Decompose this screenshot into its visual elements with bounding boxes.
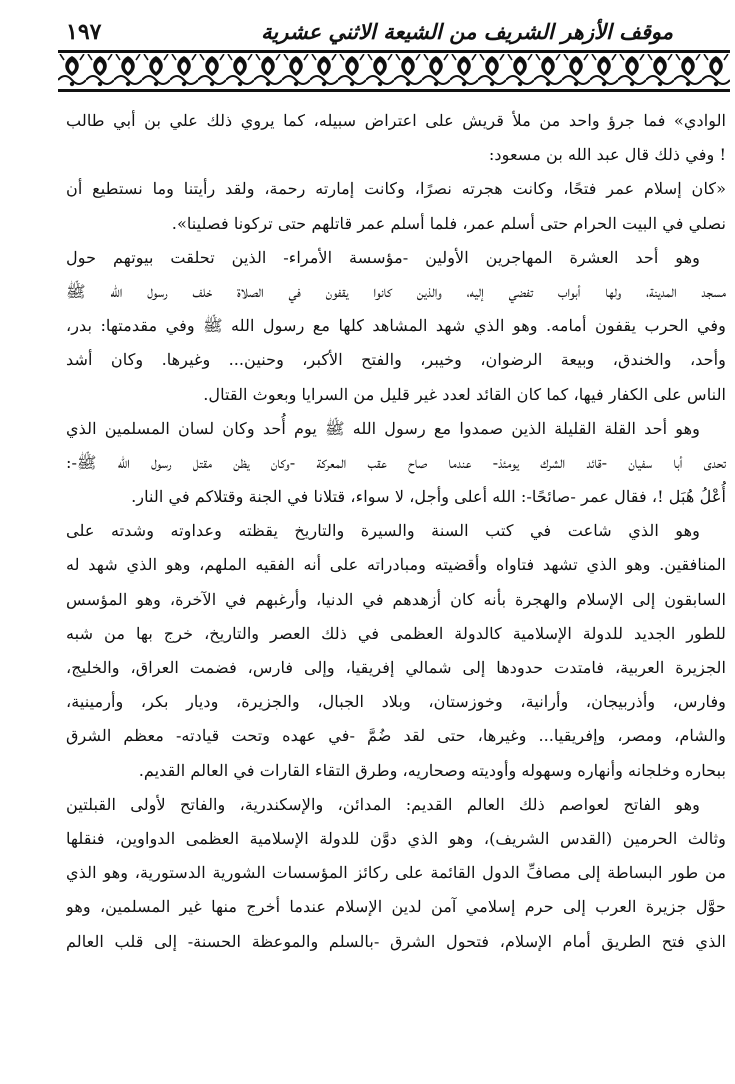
text-line: للطور الجديد للدولة الإسلامية كالدولة العظمى في ذلك العصر والتاريخ، خرج بها من شبه xyxy=(66,623,726,643)
text-line: الوادي» فما جرؤ واحد من ملأ قريش على اعتراض سبيله، كما يروي ذلك علي بن أبي طالب xyxy=(66,111,726,130)
text-line: أُعْلُ هُبَل !، فقال عمر -صائحًا-: الله أعلى وأجل، لا سواء، قتلانا في الجنة وقتلاكم في النار. xyxy=(131,487,726,507)
page-number: ١٩٧ xyxy=(66,19,102,45)
text-line: من طور البساطة إلى مصافِّ الدول القائمة على ركائز المؤسسات الشورية الدستورية، وهو الذي xyxy=(66,863,726,883)
text-line: وهو أحد القلة القليلة الذين صمدوا مع رسول الله ﷺ يوم أُحد وكان لسان المسلمين الذي xyxy=(66,418,700,438)
text-line: ! وفي ذلك قال عبد الله بن مسعود: xyxy=(488,145,726,165)
text-line: الناس على الكفار فيها، كما كان القائد لعدد غير قليل من السرايا وبعوث القتال. xyxy=(203,384,726,404)
text-line: تحدى أبا سفيان -قائد الشرك يومئذ- عندما صاح عقب المعركة -وكان يظن مقتل رسول الله ﷺ-: xyxy=(66,452,726,472)
body-text xyxy=(66,104,726,1074)
text-line: «كان إسلام عمر فتحًا، وكانت هجرته نصرًا، وكانت إمارته رحمة، ولقد رأيتنا وما نستطيع أن xyxy=(66,179,726,199)
text-line: وأحد، والخندق، وبيعة الرضوان، وخيبر، والفتح الأكبر، وحنين... وغيرها. وكان أشد xyxy=(66,350,726,370)
text-line: وثالث الحرمين (القدس الشريف)، وهو الذي دوَّن للدولة الإسلامية العظمى الدواوين، فنقلها xyxy=(66,828,726,848)
text-line: والشام، ومصر، وإفريقيا... وغيرها، حتى لقد ضُمَّ -في عهده وتحت قيادته- معظم الشرق xyxy=(66,726,726,746)
text-line: الجزيرة العربية، فامتدت حدودها إلى شمالي إفريقيا، وإلى فارس، فضمت العراق، والخليج، xyxy=(66,658,726,677)
text-line: مسجد المدينة، ولها أبواب تفضي إليه، والذين كانوا يقفون في الصلاة خلف رسول الله ﷺ xyxy=(66,281,726,301)
text-line: وفي الحرب يقفون أمامه. وهو الذي شهد المشاهد كلها مع رسول الله ﷺ وفي مقدمتها: بدر، xyxy=(66,316,726,336)
text-line: المنافقين. وهو الذي تشهد فتاواه وأقضيته ومبادراته على أنه الفقيه الملهم، وهو الذي شهد له xyxy=(66,555,726,575)
text-line: وهو أحد العشرة المهاجرين الأولين -مؤسسة الأمراء- الذين تحلقت بيوتهم حول xyxy=(66,247,700,267)
text-line: السابقون إلى الإسلام والهجرة بأنه كان أزهدهم في الدنيا، وأرغبهم في الآخرة، وهو المؤسس xyxy=(66,589,726,609)
text-line: حوَّل جزيرة العرب إلى حرم إسلامي آمن لدين الإسلام عندما أخرج منها غير المسلمين، وهو xyxy=(66,897,726,917)
text-line: وهو الفاتح لعواصم ذلك العالم القديم: المدائن، والإسكندرية، والفاتح لأولى القبلتين xyxy=(66,794,700,814)
ornamental-border xyxy=(58,50,730,92)
text-line: وفارس، وأذربيجان، وأرانية، وخوزستان، وبلاد الجبال، والجزيرة، وديار بكر، وأرمينية، xyxy=(66,692,726,712)
text-line: الذي فتح الطريق أمام الإسلام، فتحول الشرق -بالسلم والموعظة الحسنة- إلى قلب العالم xyxy=(66,931,726,951)
text-line: ببحاره وخلجانه وأنهاره وسهوله وأوديته وصحاريه، وطرق التقاء القارات في العالم القديم. xyxy=(138,760,726,780)
text-line: وهو الذي شاعت في كتب السنة والسيرة والتاريخ يقظته وعداوته وشدته على xyxy=(66,521,700,541)
running-title: موقف الأزهر الشريف من الشيعة الاثني عشرية xyxy=(261,19,673,44)
text-line: نصلي في البيت الحرام حتى أسلم عمر، فلما أسلم عمر قاتلهم حتى تركونا فصلينا». xyxy=(171,213,726,233)
